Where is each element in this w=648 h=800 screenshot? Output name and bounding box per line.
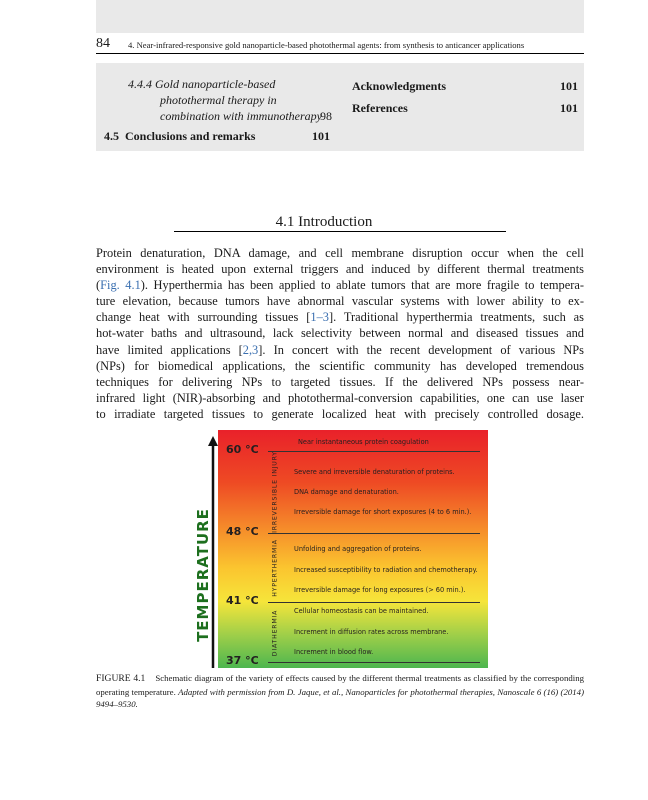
toc-entry-references[interactable]: References	[352, 101, 408, 115]
zone-irreversible-injury: IRREVERSIBLE INJURY	[271, 451, 279, 533]
toc-page: 98	[320, 109, 332, 123]
threshold-line-41	[268, 602, 480, 603]
temp-label-41: 41 °C	[226, 594, 259, 607]
effect-text: Unfolding and aggregation of proteins.	[294, 545, 422, 553]
toc-title: Conclusions and remarks	[125, 129, 256, 143]
text-line: change heat with surrounding tissues [1–3]. Traditional hyperthermia treatments, such as	[96, 310, 584, 325]
text-line: environment is heated upon external triggers and induced by different thermal treatments	[96, 262, 584, 277]
temp-label-60: 60 °C	[226, 443, 259, 456]
toc-title-line2: photothermal therapy in	[160, 93, 277, 107]
threshold-line-48	[268, 533, 480, 534]
toc-page: 101	[560, 101, 578, 115]
toc-page: 101	[560, 79, 578, 93]
text-line: ture elevation, because tumors have abnormal vascular systems with lower ability to ex-	[96, 294, 584, 309]
section-title: 4.1 Introduction	[275, 214, 373, 230]
temp-label-37: 37 °C	[226, 654, 259, 667]
toc-title-line3: combination with immunotherapy	[160, 109, 322, 123]
effect-text: DNA damage and denaturation.	[294, 488, 399, 496]
threshold-line-37	[268, 662, 480, 663]
effect-text: Irreversible damage for long exposures (> 60 min.).	[294, 586, 466, 594]
toc-number: 4.5	[104, 129, 119, 143]
toc-page: 101	[312, 129, 330, 143]
toc-entry-acknowledgments[interactable]: Acknowledgments	[352, 79, 447, 93]
threshold-line-60	[268, 451, 480, 452]
effect-text: Cellular homeostasis can be maintained.	[294, 607, 429, 615]
section-rule	[174, 231, 506, 232]
text-line: infrared light (NIR)-absorbing and photothermal-conversion capabilities, one can use laser	[96, 390, 584, 405]
figure-4-1	[192, 430, 488, 668]
effect-text: Increment in blood flow.	[294, 648, 374, 656]
effect-text: Increment in diffusion rates across membrane.	[294, 628, 449, 636]
caption-text: Schematic diagram of the variety of effects caused by the different thermal treatments as classified by the corresponding operating temperature.	[96, 673, 584, 697]
figure-caption	[96, 672, 584, 711]
toc-entry-4-5[interactable]	[104, 129, 255, 144]
temperature-axis-label: TEMPERATURE	[194, 508, 212, 642]
effect-text: Near instantaneous protein coagulation	[298, 438, 429, 446]
text-line: Protein denaturation, DNA damage, and cell membrane disruption occur when the cell	[96, 246, 584, 260]
text-line: hot-water baths and ultrasound, lack selectivity between normal and diseased tissues and	[96, 326, 584, 341]
effect-text: Irreversible damage for short exposures (4 to 6 min.).	[294, 508, 472, 516]
citation-link[interactable]: 1–3	[310, 310, 329, 325]
body-paragraph	[96, 245, 584, 422]
zone-diathermia: DIATHERMIA	[271, 609, 279, 657]
header-band	[96, 0, 584, 33]
running-head: 4. Near-infrared-responsive gold nanoparticle-based photothermal agents: from synthesis to anticancer applications	[128, 40, 525, 50]
toc-title: Gold nanoparticle-based	[155, 77, 276, 91]
text-line: techniques for delivering NPs to targeted tissues. If the delivered NPs possess near-	[96, 374, 584, 389]
caption-credit: Adapted with permission from D. Jaque, et al., Nanoparticles for photothermal therapies, Nanoscale 6 (16) (2014) 9494–9530.	[96, 686, 584, 709]
temp-label-48: 48 °C	[226, 525, 259, 538]
effect-text: Increased susceptibility to radiation and chemotherapy.	[294, 566, 478, 574]
page-number: 84	[96, 36, 110, 51]
header-rule	[96, 53, 584, 54]
text-line: (NPs) for biomedical applications, the scientific community has developed tremendous	[96, 358, 584, 373]
zone-hyperthermia: HYPERTHERMIA	[271, 539, 279, 597]
text-line: to irradiate targeted tissues to generate localized heat with precisely controlled dosage.	[96, 406, 584, 421]
effect-text: Severe and irreversible denaturation of proteins.	[294, 468, 455, 476]
figure-link[interactable]: Fig. 4.1	[100, 278, 141, 293]
text-line: have limited applications [2,3]. In concert with the recent development of various NPs	[96, 342, 584, 357]
toc-number: 4.4.4	[128, 77, 152, 91]
citation-link[interactable]: 2,3	[242, 342, 259, 357]
text-line: (Fig. 4.1). Hyperthermia has been applied to ablate tumors that are more fragile to tempera-	[96, 278, 584, 293]
toc-entry-4-4-4[interactable]	[128, 77, 275, 92]
caption-label: FIGURE 4.1	[96, 673, 146, 684]
